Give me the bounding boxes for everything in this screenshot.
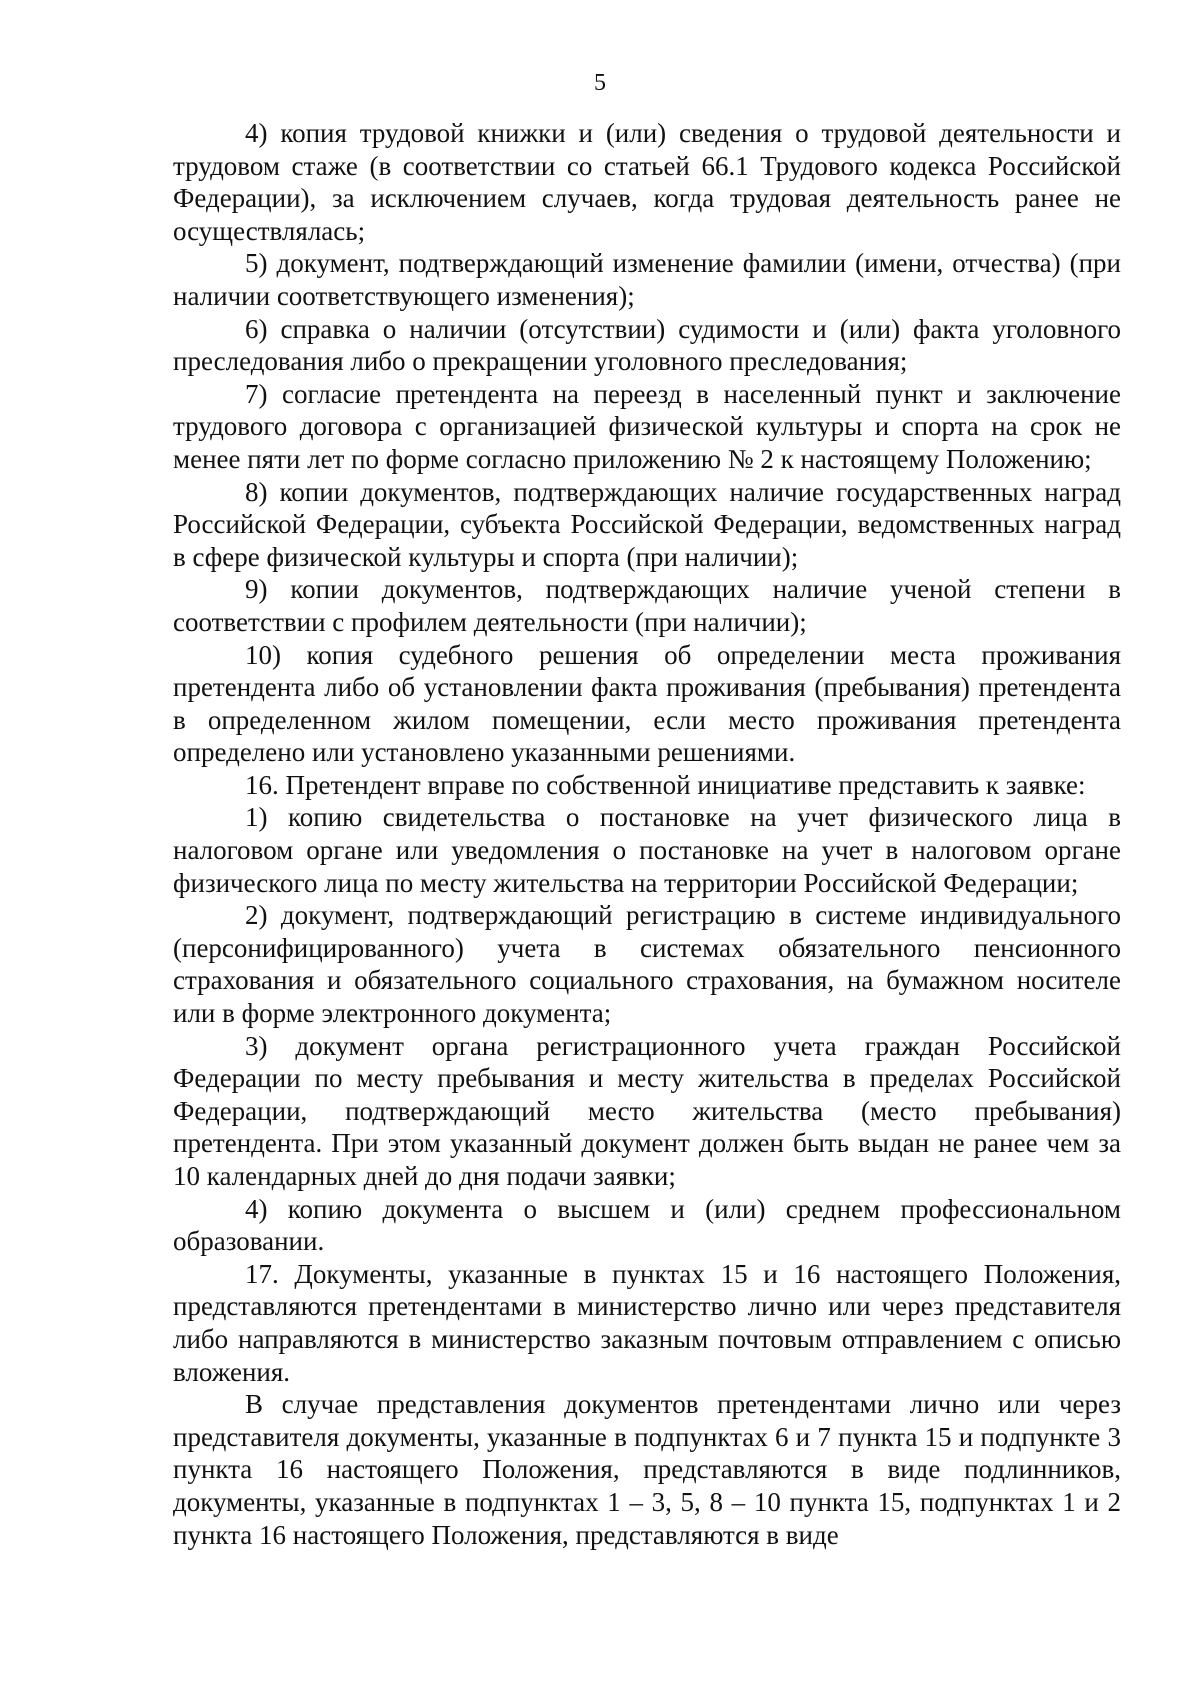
paragraph-item-6: 6) справка о наличии (отсутствии) судимости и (или) факта уголовного преследования либо о прекращении уголовного преследования; [173, 313, 1121, 377]
paragraph-section-16-item-4: 4) копию документа о высшем и (или) среднем профессиональном образовании. [173, 1193, 1121, 1257]
paragraph-section-17: 17. Документы, указанные в пунктах 15 и 16 настоящего Положения, представляются претендентами в министерство лично или через представителя либо направляются в министерство заказным почтовым отправлением с описью вложения. [173, 1258, 1121, 1387]
paragraph-item-4: 4) копия трудовой книжки и (или) сведения о трудовой деятельности и трудовом стаже (в соответствии со статьей 66.1 Трудового кодекса Российской Федерации), за исключением случаев, когда трудовая деятельность ранее не осуществлялась; [173, 118, 1121, 246]
paragraph-item-7: 7) согласие претендента на переезд в населенный пункт и заключение трудового договора с организацией физической культуры и спорта на срок не менее пяти лет по форме согласно приложению № 2 к настоящему Положению; [173, 378, 1121, 474]
paragraph-section-16-item-2: 2) документ, подтверждающий регистрацию в системе индивидуального (персонифицированного) учета в системах обязательного пенсионного страхования и обязательного социального страхования, на бумажном носителе или в форме электронного документа; [173, 900, 1121, 1029]
paragraph-section-16: 16. Претендент вправе по собственной инициативе представить к заявке: [245, 769, 1086, 800]
paragraph-section-16-item-3: 3) документ органа регистрационного учета граждан Российской Федерации по месту пребывания и месту жительства в пределах Российской Федерации, подтверждающий место жительства (место пребывания) претендента. При этом указанный документ должен быть выдан не ранее чем за 10 календарных дней до дня подачи заявки; [173, 1030, 1121, 1191]
paragraph-section-17-continuation: В случае представления документов претендентами лично или через представителя документы, указанные в подпунктах 6 и 7 пункта 15 и подпункте 3 пункта 16 настоящего Положения, представляются в виде подлинников, документы, указанные в подпунктах 1 – 3, 5, 8 – 10 пункта 15, подпунктах 1 и 2 пункта 16 настоящего Положения, представляются в виде [173, 1389, 1121, 1550]
paragraph-section-16-item-1: 1) копию свидетельства о постановке на учет физического лица в налоговом органе или уведомления о постановке на учет в налоговом органе физического лица по месту жительства на территории Российской Федерации; [173, 802, 1121, 898]
paragraph-item-8: 8) копии документов, подтверждающих наличие государственных наград Российской Федерации, субъекта Российской Федерации, ведомственных наград в сфере физической культуры и спорта (при наличии); [173, 476, 1121, 572]
page-number: 5 [594, 70, 606, 96]
paragraph-item-5: 5) документ, подтверждающий изменение фамилии (имени, отчества) (при наличии соответствующего изменения); [173, 248, 1121, 311]
paragraph-item-10: 10) копия судебного решения об определении места проживания претендента либо об установлении факта проживания (пребывания) претендента в определенном жилом помещении, если место проживания претендента определено или установлено указанными решениями. [173, 639, 1121, 768]
document-body [173, 117, 1121, 1551]
paragraph-item-9: 9) копии документов, подтверждающих наличие ученой степени в соответствии с профилем деятельности (при наличии); [173, 574, 1121, 637]
